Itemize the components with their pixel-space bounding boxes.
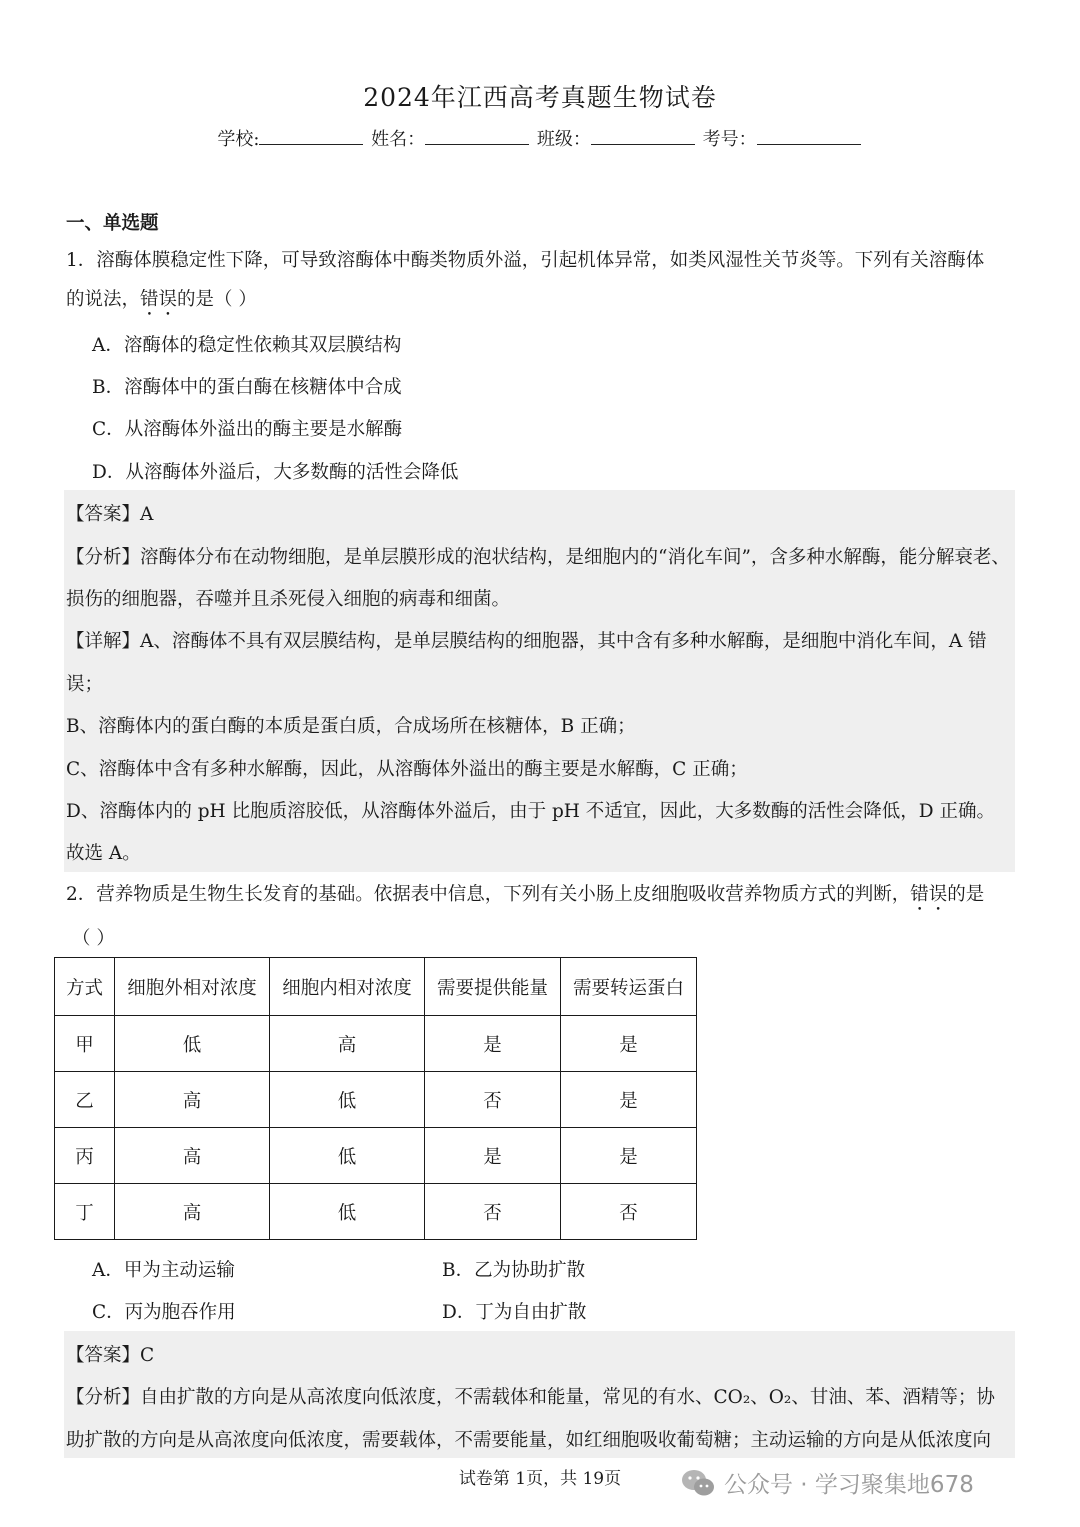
table-row: [55, 1184, 697, 1240]
table-cell: 甲: [55, 1016, 115, 1072]
table-cell: 是: [425, 1016, 561, 1072]
table-cell: 丁: [55, 1184, 115, 1240]
q1-option-c: C．从溶酶体外溢出的酶主要是水解酶: [92, 419, 403, 440]
table-cell: 否: [425, 1184, 561, 1240]
q1-option-b: B．溶酶体中的蛋白酶在核糖体中合成: [92, 377, 402, 398]
table-row: [55, 1128, 697, 1184]
q1-detail-line2: 误；: [66, 674, 104, 695]
class-label: 班级：: [536, 129, 591, 150]
table-cell: 丙: [55, 1128, 115, 1184]
q1-stem-emphasis: 错误: [140, 289, 178, 310]
table-row: [55, 1072, 697, 1128]
table-cell: 乙: [55, 1072, 115, 1128]
table-cell: 否: [561, 1184, 697, 1240]
exam-no-blank[interactable]: [757, 126, 861, 145]
q1-analysis-line1: 【分析】溶酶体分布在动物细胞，是单层膜形成的泡状结构，是细胞内的“消化车间”，含多种水解酶，能分解衰老、: [66, 547, 1010, 568]
table-cell: 是: [561, 1072, 697, 1128]
table-cell: 低: [115, 1016, 270, 1072]
q1-answer: 【答案】A: [66, 504, 154, 525]
q2-stem-line2: （ ）: [72, 928, 115, 949]
table-cell: 高: [115, 1184, 270, 1240]
school-label: 学校:: [217, 129, 260, 150]
watermark-text: 公众号 · 学习聚集地678: [724, 1472, 974, 1498]
table-cell: 是: [561, 1128, 697, 1184]
name-label: 姓名：: [371, 129, 426, 150]
q2-analysis-line2: 助扩散的方向是从高浓度向低浓度，需要载体，不需要能量，如红细胞吸收葡萄糖；主动运输的方向是从低浓度向: [66, 1430, 992, 1451]
wechat-icon: [680, 1468, 716, 1498]
q1-stem-line1: 1．溶酶体膜稳定性下降，可导致溶酶体中酶类物质外溢，引起机体异常，如类风湿性关节炎等。下列有关溶酶体: [66, 250, 985, 271]
q1-detail-line1: 【详解】A、溶酶体不具有双层膜结构，是单层膜结构的细胞器，其中含有多种水解酶，是细胞中消化车间，A 错: [66, 631, 987, 652]
table-header-cell: 方式: [55, 958, 115, 1016]
q2-stem-text: 2．营养物质是生物生长发育的基础。依据表中信息，下列有关小肠上皮细胞吸收营养物质方式的判断，: [66, 884, 911, 905]
q2-stem-emphasis: 错误: [910, 884, 948, 905]
name-blank[interactable]: [425, 126, 529, 145]
table-header-cell: 需要转运蛋白: [561, 958, 697, 1016]
exam-no-label: 考号：: [702, 129, 757, 150]
class-blank[interactable]: [591, 126, 695, 145]
table-cell: 低: [270, 1128, 425, 1184]
q2-option-d: D．丁为自由扩散: [442, 1302, 587, 1323]
watermark: [680, 1466, 974, 1499]
q2-stem-line1: [66, 880, 984, 915]
table-cell: 高: [270, 1016, 425, 1072]
q1-analysis-line2: 损伤的细胞器，吞噬并且杀死侵入细胞的病毒和细菌。: [66, 589, 511, 610]
table-cell: 低: [270, 1184, 425, 1240]
q1-stem-text-end: 的是（ ）: [177, 289, 257, 310]
school-blank[interactable]: [259, 126, 363, 145]
q1-option-d: D．从溶酶体外溢后，大多数酶的活性会降低: [92, 462, 459, 483]
section-heading: 一、单选题: [66, 213, 159, 234]
q1-stem-text: 的说法，: [66, 289, 141, 310]
table-cell: 是: [561, 1016, 697, 1072]
q1-stem-line2: [66, 285, 257, 320]
table-cell: 是: [425, 1128, 561, 1184]
page-footer: 试卷第 1页，共 19页: [458, 1469, 622, 1489]
table-header-row: [55, 958, 697, 1016]
table-cell: 否: [425, 1072, 561, 1128]
table-row: [55, 1016, 697, 1072]
table-cell: 低: [270, 1072, 425, 1128]
q2-option-a: A．甲为主动运输: [92, 1260, 235, 1281]
q1-detail-line6: 故选 A。: [66, 843, 141, 864]
q1-detail-line5: D、溶酶体内的 pH 比胞质溶胶低，从溶酶体外溢后，由于 pH 不适宜，因此，大多数酶的活性会降低，D 正确。: [66, 801, 996, 822]
q2-answer: 【答案】C: [66, 1345, 155, 1366]
q2-stem-text-end: 的是: [947, 884, 985, 905]
table-header-cell: 需要提供能量: [425, 958, 561, 1016]
page-title: 2024年江西高考真题生物试卷: [363, 83, 717, 112]
q2-option-c: C．丙为胞吞作用: [92, 1302, 236, 1323]
q1-detail-line3: B、溶酶体内的蛋白酶的本质是蛋白质，合成场所在核糖体，B 正确；: [66, 716, 636, 737]
transport-table: [54, 957, 697, 1240]
table-cell: 高: [115, 1072, 270, 1128]
q1-detail-line4: C、溶酶体中含有多种水解酶，因此，从溶酶体外溢出的酶主要是水解酶，C 正确；: [66, 759, 748, 780]
q1-option-a: A．溶酶体的稳定性依赖其双层膜结构: [92, 335, 402, 356]
table-header-cell: 细胞外相对浓度: [115, 958, 270, 1016]
q2-analysis-line1: 【分析】自由扩散的方向是从高浓度向低浓度，不需载体和能量，常见的有水、CO₂、O₂、甘油、苯、酒精等；协: [66, 1387, 995, 1408]
header-fields: [0, 125, 1080, 151]
table-cell: 高: [115, 1128, 270, 1184]
table-header-cell: 细胞内相对浓度: [270, 958, 425, 1016]
q2-option-b: B．乙为协助扩散: [442, 1260, 586, 1281]
